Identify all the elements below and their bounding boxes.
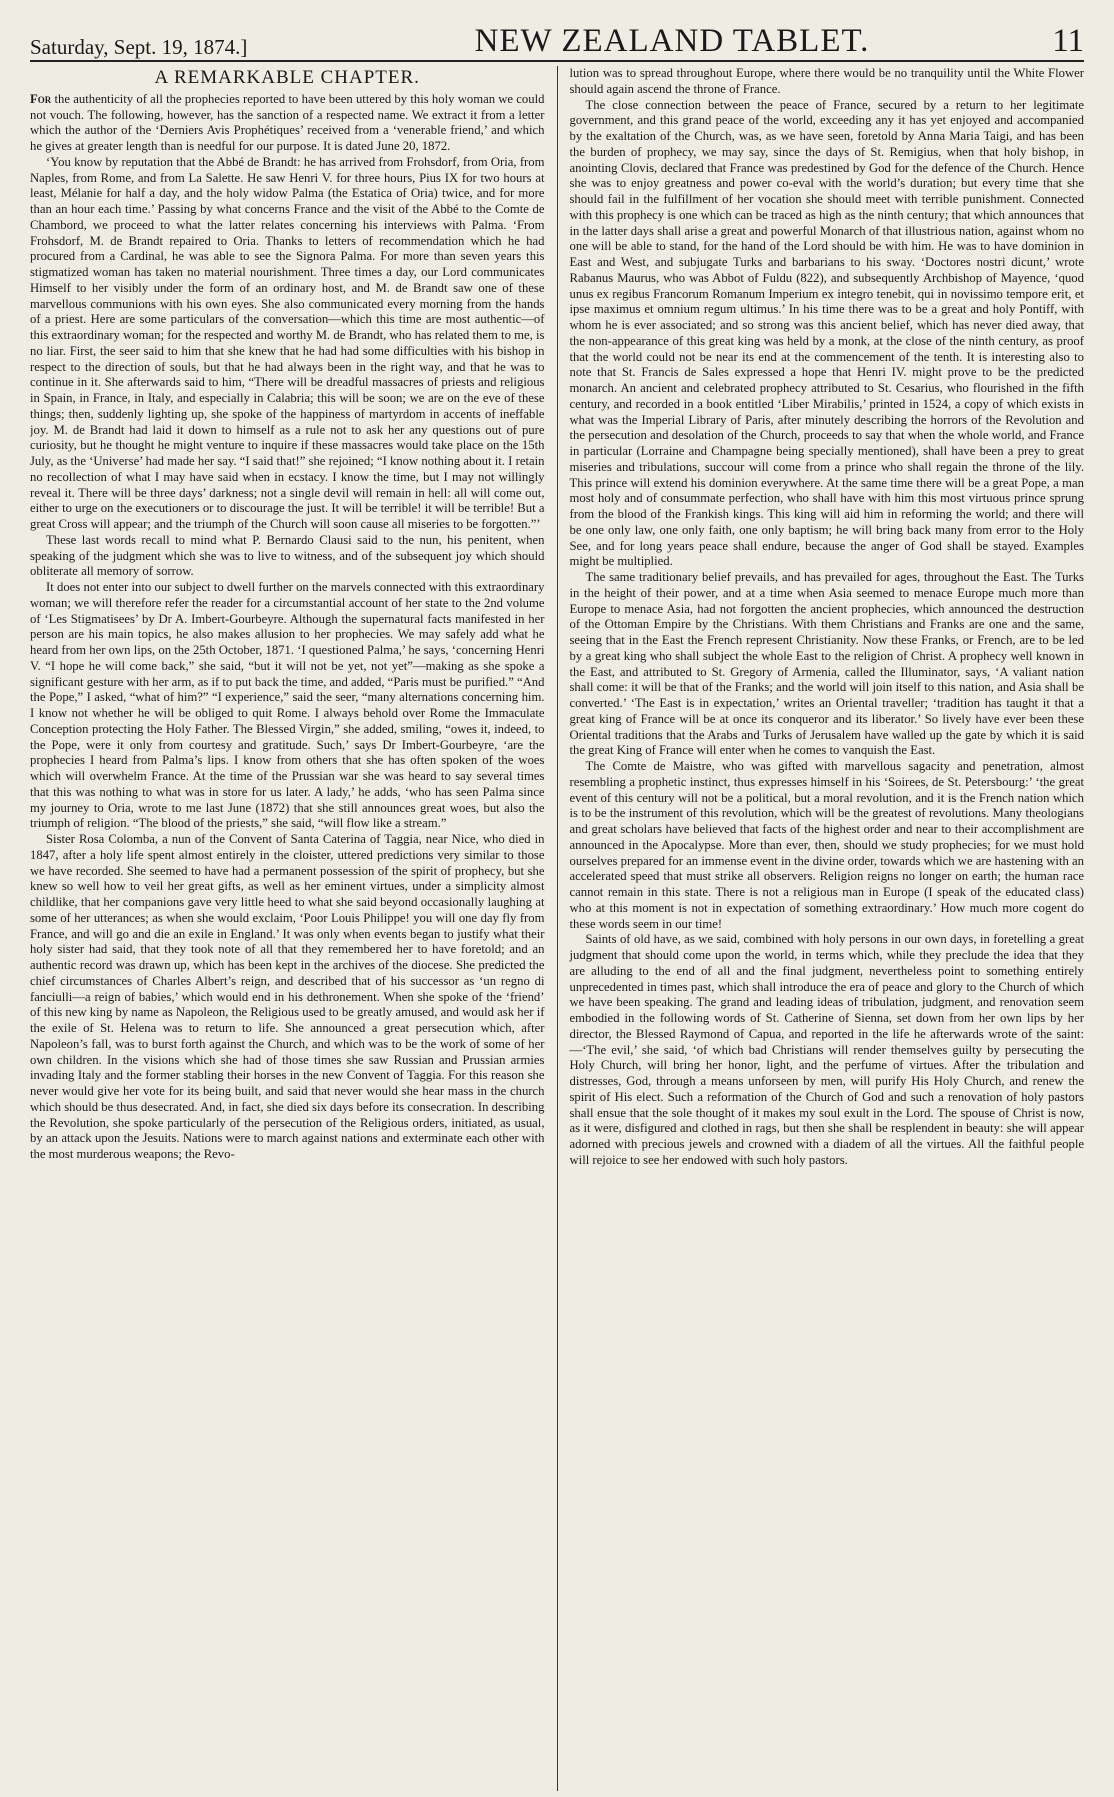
paragraph: The close connection between the peace of France, secured by a return to her legitimate government, and this grand peace of the world, exceeding any it has yet enjoyed and accompanied by the exaltation of the Church, was, as we have seen, foretold by Anna Maria Taigi, and has been the burden of prophecy, we may say, since the days of St. Remigius, when that holy bishop, in anointing Clovis, declared that France was predestined by God for the defence of the Church. Hence she was to enjoy greatness and power co-eval with the world’s duration; but every time that she should fail in the fulfillment of her vocation she should meet with terrible punishment. Connected with this prophecy is one which can be traced as high as the ninth century; that which announces that in the latter days shall arise a great and powerful Monarch of that illustrious nation, against whom no one will be able to stand, for the hand of the Lord should be with him. He was to have dominion in East and West, and subjugate Turks and barbarians to his sway. ‘Doctores nostri dicunt,’ wrote Rabanus Maurus, who was Abbot of Fuldu (822), and subsequently Archbishop of Mayence, ‘quod unus ex regibus Francorum Romanum Imperium ex integro tenebit, qui in novissimo tempore erit, et ipse maximus et omnium regum ultimus.’ In his time there was to be a great and holy Pontiff, with whom he is ever associated; and so strong was this ancient belief, which has never died away, that the non-appearance of this great king was held by a monk, at the close of the ninth century, as proof that the world could not be near its end at the commencement of the tenth. It is interesting also to note that St. Francis de Sales expressed a hope that Henri IV. might prove to be the predicted monarch. An ancient and celebrated prophecy attributed to St. Cesarius, who flourished in the fifth century, and recorded in a book entitled ‘Liber Mirabilis,’ printed in 1524, a copy of which exists in what was the Imperial Library of Paris, after minutely describing the horrors of the Revolution and the persecution and desolation of the Church, proceeds to say that when the whole world, and France in particular (Lorraine and Champagne being specially mentioned), shall have been a prey to great miseries and tribulations, succour will come from a prince who shall regain the throne of the lily. This prince will extend his dominion everywhere. At the same time there will be a great Pope, a man most holy and of consummate perfection, who shall have with him this most virtuous prince sprung from the blood of the Frankish kings. This king will aid him in reforming the world; and there will be one only law, one only faith, one only baptism; he will bring back many from error to the Holy See, and for long years peace shall endure, because the anger of God shall be stayed. Examples might be multiplied. bbox=[569, 97, 1084, 569]
newspaper-title: NEW ZEALAND TABLET. bbox=[474, 23, 870, 59]
issue-date: Saturday, Sept. 19, 1874.] bbox=[30, 35, 248, 59]
masthead bbox=[30, 20, 1084, 62]
lead-word: For bbox=[30, 91, 52, 106]
paragraph: lution was to spread throughout Europe, where there would be no tranquility until the White Flower should again ascend the throne of France. bbox=[569, 66, 1084, 96]
article-columns bbox=[30, 66, 1084, 1791]
article-heading: A REMARKABLE CHAPTER. bbox=[154, 67, 420, 88]
paragraph: The Comte de Maistre, who was gifted with marvellous sagacity and penetration, almost resembling a prophetic instinct, thus expresses himself in his ‘Soirees, de St. Petersbourg:’ ‘the great event of this century will not be a political, but a moral revolution, and it is the French nation which is to be the instrument of this revolution, which will be the greatest of revolutions. Many theologians and great scholars have believed that facts of the highest order and near to their accomplishment are announced in the Apocalypse. More than ever, then, should we study prophecies; for we must hold ourselves prepared for an immense event in the divine order, towards which we are hastening with an accelerated speed that must strike all observers. Religion reigns no longer on earth; the human race cannot remain in this state. There is not a religious man in Europe (I speak of the educated class) who at this moment is not in expectation of something extraordinary.’ How much more cogent do these words seem in our time! bbox=[569, 759, 1084, 931]
paragraph: Sister Rosa Colomba, a nun of the Convent of Santa Caterina of Taggia, near Nice, who died in 1847, after a holy life spent almost entirely in the cloister, uttered predictions very similar to those we have recorded. She seemed to have had a permanent possession of the spirit of prophecy, but she knew so well how to veil her great gifts, as well as her eminent virtues, under a simplicity almost childlike, that her companions gave very little heed to what she said beyond occasionally laughing at some of her utterances; as when she would exclaim, ‘Poor Louis Philippe! you will one day fly from France, and will go and die an exile in England.’ It was only when events began to justify what their holy sister had said, that they took note of all that they remembered her to have foretold; and an authentic record was drawn up, which has been kept in the archives of the diocese. She predicted the chief circumstances of Charles Albert’s reign, and described that of his successor as ‘un regno di fanciulli—a reign of babies,’ which would end in his dethronement. When she spoke of the ‘friend’ of this new king by name as Napoleon, the Religious used to be greatly amused, and would ask her if the exile of St. Helena was to return to life. She announced a great persecution which, after Napoleon’s fall, was to burst forth against the Church, and which was to be the work of some of her own children. In the visions which she had of those times she saw Russian and Prussian armies invading Italy and the former stabling their horses in the new Convent of Taggia. For this reason she never would give her vote for its being built, and said that never would she hear mass in the church which should be thus desecrated. And, in fact, she died six days before its consecration. In describing the Revolution, she spoke particularly of the persecution of the Religious orders, initiated, as usual, by an attack upon the Jesuits. Nations were to march against nations and exterminate each other with the most murderous weapons; the Revo- bbox=[30, 832, 545, 1161]
paragraph: ‘You know by reputation that the Abbé de Brandt: he has arrived from Frohsdorf, from Oria, from Naples, from Rome, and from La Salette. He saw Henri V. for three hours, Pius IX for two hours at least, Mélanie for half a day, and the holy widow Palma (the Estatica of Oria) twice, and for more than an hour each time.’ Passing by what concerns France and the visit of the Abbé to the Comte de Chambord, we proceed to what the latter relates concerning his interviews with Palma. ‘From Frohsdorf, M. de Brandt repaired to Oria. Thanks to letters of recommendation which he had procured from a Cardinal, he was able to see the Signora Palma. For more than seven years this stigmatized woman has taken no material nourishment. Three times a day, our Lord communicates Himself to her visibly under the form of an ordinary host, and M. de Brandt saw one of these marvellous communions with his own eyes. She also communicated every morning from the hands of a priest. Here are some particulars of the conversation—which this time are most authentic—of this extraordinary woman; for the respected and worthy M. de Brandt, who has related them to me, is no liar. First, the seer said to him that she knew that he had had some difficulties with his bishop in respect to the direction of souls, but that he had always been in the right way, and that he was to continue in it. She afterwards said to him, “There will be dreadful massacres of priests and religious in Spain, in France, in Italy, and especially in Calabria; this will be soon; we are on the eve of these things; then, suddenly lighting up, she spoke of the happiness of martyrdom in accents of ineffable joy. M. de Brandt had laid it down to himself as a rule not to ask her any questions out of pure curiosity, but he thought he might venture to inquire if these massacres would take place on the 15th July, as the ‘Universe’ had made her say. “I said that!” she rejoined; “I know nothing about it. I retain no recollection of what I may have said when in ecstacy. I know the time, but I may not willingly reveal it. There will be three days’ darkness; not a single devil will remain in hell: all will come out, either to urge on the executioners or to discourage the just. It will be terrible! it will be terrible! But a great Cross will appear; and the triumph of the Church will soon cause all miseries to be forgotten.”’ bbox=[30, 154, 545, 531]
column-right bbox=[557, 66, 1085, 1791]
page-number: 11 bbox=[1052, 23, 1084, 59]
paragraph-text: the authenticity of all the prophecies reported to have been uttered by this holy woman we could not vouch. The following, however, has the sanction of a respected name. We extract it from a letter which the author of the ‘Derniers Avis Prophétiques’ received from a ‘venerable friend,’ and which he gives at greater length than is needful for our purpose. It is dated June 20, 1872. bbox=[30, 91, 545, 153]
paragraph: The same traditionary belief prevails, and has prevailed for ages, throughout the East. The Turks in the height of their power, and at a time when Asia seemed to menace Europe much more than Europe to menace Asia, had not forgotten the ancient prophecies, which announced the destruction of the Ottoman Empire by the Christians. With them Christians and Franks are one and the same, seeing that in the East the French represent Christianity. Now these Franks, or French, are to be led by a great king who shall subject the whole East to the religion of Christ. A prophecy well known in the East, and attributed to St. Gregory of Armenia, called the Illuminator, says, ‘A valiant nation shall come: it will be that of the Franks; and the world will join itself to this nation, and Asia shall be converted.’ ‘The East is in expectation,’ writes an Oriental traveller; ‘tradition has taught it that a great king of France will be at once its conqueror and its liberator.’ So lively have ever been these Oriental traditions that the Arabs and Turks of Jerusalem have walled up the gate by which it is said the great King of France will enter when he comes to vanquish the East. bbox=[569, 570, 1084, 758]
paragraph: It does not enter into our subject to dwell further on the marvels connected with this extraordinary woman; we will therefore refer the reader for a circumstantial account of her state to the 2nd volume of ‘Les Stigmatisees’ by Dr A. Imbert-Gourbeyre. Although the supernatural facts manifested in her person are his main topics, he also makes allusion to her prophecies. We may safely add what he heard from her own lips, on the 25th October, 1871. ‘I questioned Palma,’ he says, ‘concerning Henri V. “I hope he will come back,” she said, “but it will not be yet, not yet”—making as she spoke a significant gesture with her arm, as if to put back the time, and added, “Paris must be purified.” “And the Pope,” I asked, “what of him?” “I experience,” said the seer, “many alternations concerning him. I know not whether he will be obliged to quit Rome. I always behold over Rome the Immaculate Conception protecting the Holy Father. The Blessed Virgin,” she added, smiling, “owes it, indeed, to the Pope, were it only from courtesy and gratitude. Such,’ says Dr Imbert-Gourbeyre, ‘are the prophecies I heard from Palma’s lips. I know from others that she has often spoken of the woes which will overwhelm France. At the time of the Prussian war she was heard to say several times that this was nothing to what was in store for us later. A lady,’ he adds, ‘who has seen Palma since my journey to Oria, wrote to me last June (1872) that she still announces great woes, but also the triumph of religion. “The blood of the priests,” she said, “will flow like a stream.” bbox=[30, 580, 545, 831]
paragraph bbox=[30, 92, 545, 155]
column-left bbox=[30, 66, 557, 1791]
paragraph: These last words recall to mind what P. Bernardo Clausi said to the nun, his penitent, when speaking of the judgment which she was to live to witness, and of the subsequent joy which should obliterate all memory of sorrow. bbox=[30, 532, 545, 579]
paragraph: Saints of old have, as we said, combined with holy persons in our own days, in foretelling a great judgment that should come upon the world, in terms which, while they preclude the idea that they are alluding to the end of all and the final judgment, nevertheless point to something entirely unprecedented in times past, which shall introduce the era of peace and glory to the Church of which we have been speaking. The grand and leading ideas of tribulation, judgment, and renovation seem embodied in the following words of St. Catherine of Sienna, set down from her own lips by her director, the Blessed Raymond of Capua, and reported in the life he afterwards wrote of the saint:—‘The evil,’ she said, ‘of which bad Christians will render themselves guilty by persecuting the Holy Church, will bring her honor, light, and the perfume of virtues. After the tribulation and distresses, God, through a means unforseen by men, will purify His Holy Church, and renew the spirit of His elect. Such a reformation of the Church of God and such a renovation of holy pastors shall ensue that the sole thought of it makes my soul exult in the Lord. The spouse of Christ is now, as it were, disfigured and clothed in rags, but then she shall be resplendent in beauty: she will appear adorned with precious jewels and crowned with a diadem of all the virtues. All the faithful people will rejoice to see her endowed with such holy pastors. bbox=[569, 932, 1084, 1167]
